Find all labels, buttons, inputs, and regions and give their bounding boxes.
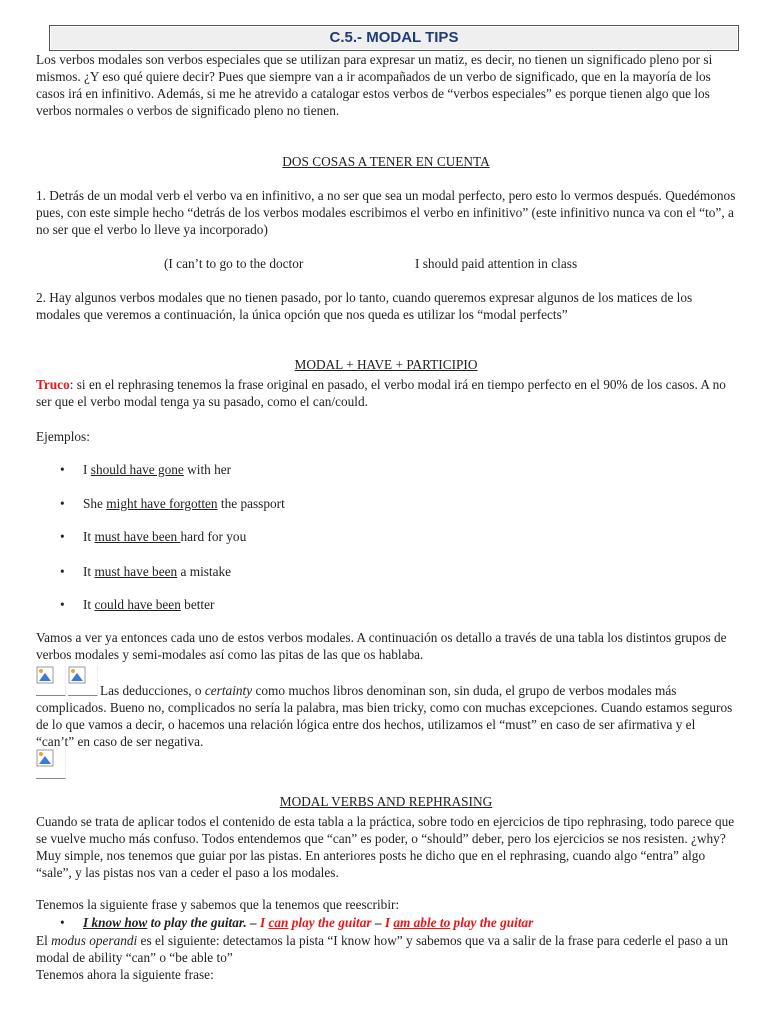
point-two-paragraph: 2. Hay algunos verbos modales que no tienen pasado, por lo tanto, cuando queremos expresar algunos de los matices de los modales que veremos a continuación, la única opción que nos queda es utilizar los “modal perfects” [36, 290, 693, 322]
intro-paragraph: Los verbos modales son verbos especiales que se utilizan para expresar un matiz, es decir, no tienen un significado pleno por si mismos. ¿Y eso qué quiere decir? Pues que siempre van a ir acompañados de un verbo de significado, que en la mayoría de los casos irá en infinitivo. Además, si me he atrevido a catalogar estos verbos de “verbos especiales” es porque tienen algo que los verbos normales o verbos de significado pleno no tienen. [36, 52, 713, 118]
example-left: (I can’t to go to the doctor [164, 256, 304, 271]
point-one-paragraph: 1. Detrás de un modal verb el verbo va en infinitivo, a no ser que sea un modal perfecto, pero esto lo vermos después. Quedémonos pues, con este simple hecho “detrás de los verbos modales escribimos el verbo en infinitivo” (este infinitivo nunca va con el “to”, a no ser que el verbo lo lleve ya incorporado) [36, 188, 736, 237]
deducciones-paragraph: Las deducciones, o certainty como muchos libros denominan son, sin duda, el grupo de verbos modales más complicados. Bueno no, complicados no sería la palabra, mas bien tricky, como con muchas excepciones. Cuando estamos seguros de lo que vamos a decir, o hacemos una relación lógica entre dos hechos, utilizamos el “must” en caso de ser afirmativa y el “can’t” en caso de ser negativa. [36, 683, 733, 749]
bullet-dot: • [60, 529, 65, 544]
vamos-paragraph: Vamos a ver ya entonces cada uno de estos verbos modales. A continuación os detallo a través de una tabla los distintos grupos de verbos modales y semi-modales así como las pitas de las que os hablaba. [36, 630, 727, 662]
truco-label: Truco [36, 377, 70, 392]
example-underlined: could have been [94, 597, 181, 612]
truco-paragraph [36, 376, 736, 410]
bullet-dot: • [60, 496, 65, 511]
page-title: C.5.- MODAL TIPS [49, 25, 739, 51]
example-underlined: should have gone [90, 462, 184, 477]
bullet-dot: • [60, 597, 65, 612]
heading-dos-cosas: DOS COSAS A TENER EN CUENTA [282, 154, 490, 169]
heading-modal-have: MODAL + HAVE + PARTICIPIO [294, 357, 478, 372]
modus-paragraph: El modus operandi es el siguiente: detectamos la pista “I know how” y sabemos que va a salir de la frase para cederle el paso a un modal de ability “can” o “be able to” [36, 933, 728, 965]
example-right: I should paid attention in class [415, 256, 578, 271]
guitar-example: I know how to play the guitar. – I can play the guitar – I am able to play the guitar [83, 915, 534, 930]
bullet-dot: • [60, 564, 65, 579]
heading-rephrasing: MODAL VERBS AND REPHRASING [279, 794, 493, 809]
ejemplos-label: Ejemplos: [36, 429, 90, 444]
example-underlined: must have been [94, 564, 178, 579]
rephrasing-paragraph: Cuando se trata de aplicar todos el contenido de esta tabla a la práctica, sobre todo en ejercicios de tipo rephrasing, todo parece que se vuelve mucho más confuso. Todos entendemos que “can” es poder, o “should” deber, pero los ejercicios se nos resisten. ¿why? Muy simple, nos tenemos que guiar por las pistas. En anteriores posts he dicho que en el rephrasing, cuando algo “entra” algo “sale”, y las pistas nos van a ceder el paso a los modales. [36, 814, 735, 880]
bullet-dot: • [60, 462, 65, 477]
example-underlined: might have forgotten [106, 496, 218, 511]
example-underlined: must have been [94, 529, 181, 544]
tenemos-paragraph-2: Tenemos ahora la siguiente frase: [36, 967, 214, 982]
bullet-dot: • [60, 915, 65, 930]
broken-image-icon [36, 749, 66, 779]
truco-text: : si en el rephrasing tenemos la frase original en pasado, el verbo modal irá en tiempo perfecto en el 90% de los casos. A no ser que el verbo modal tenga ya su pasado, como el can/could. [36, 377, 726, 409]
tenemos-paragraph-1: Tenemos la siguiente frase y sabemos que la tenemos que reescribir: [36, 897, 400, 912]
